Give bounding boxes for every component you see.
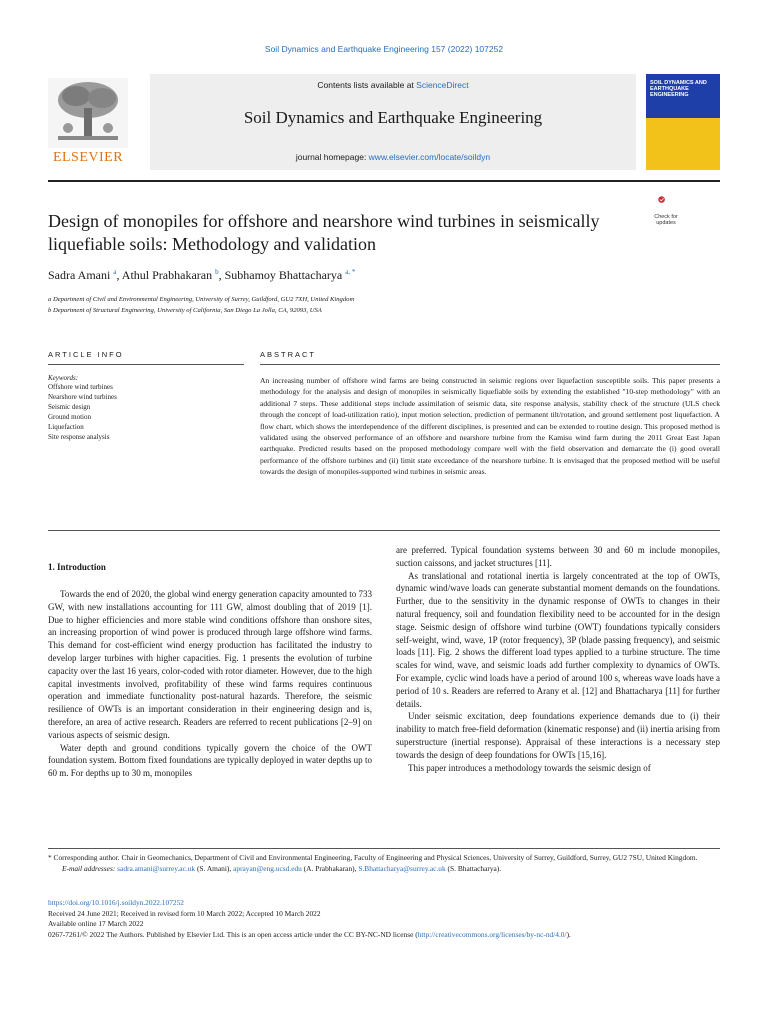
- email-line: [48, 864, 720, 875]
- email-link[interactable]: sadra.amani@surrey.ac.uk: [117, 863, 196, 873]
- abstract-heading: ABSTRACT: [260, 350, 317, 359]
- affiliation-a: a Department of Civil and Environmental Engineering, University of Surrey, Guildford, GU2 7XH, United Kingdom: [48, 296, 355, 303]
- abstract-text: An increasing number of offshore wind farms are being constructed in seismic regions over liquefaction susceptible soils. This paper presents a methodology for the analysis and design of monopiles in seismically liquefiable soils by extending the established "10-step methodology" with an additional 7 steps. These additional steps include assimilation of seismic data, site response analysis, stability check of the structure (ULS check through the concept of load-utilization ratio), input motion selection, prediction of permanent tilt/rotation, and ground settlement post liquefaction. A flow chart, which shows the interdependence of the different disciplines, is presented and can be extended to routine design. This proposed method is validated using the observed performance of an offshore and nearshore turbine from the Kamisu wind farm during the 2011 Great East Japan earthquake. Predicted results based on the proposed methodology compare well with the field observation and demarcate the (i) good overall performance of the offshore turbines and (ii) limit state exceedance of the nearshore turbine. It is envisaged that the proposed method will be useful towards the design of monopiles-supported wind turbines in seismic areas.: [260, 376, 720, 477]
- email-link[interactable]: S.Bhattacharya@surrey.ac.uk: [358, 863, 446, 873]
- affiliation-b: b Department of Structural Engineering, University of California, San Diego La Jolla, CA, 92093, USA: [48, 307, 322, 314]
- author-name[interactable]: Subhamoy Bhattacharya: [224, 268, 343, 282]
- cover-title: SOIL DYNAMICS AND EARTHQUAKE ENGINEERING: [650, 80, 707, 98]
- keyword: Seismic design: [48, 403, 91, 411]
- body-paragraph: Under seismic excitation, deep foundations experience demands due to (i) their inability to match free-field deformation (kinematic response) and (ii) inertia arising from superstructure (inertial response). Appraisal of these interactions is a necessary step towards the design of deep foundations for OWTs [15,16].: [396, 711, 720, 760]
- license-link[interactable]: http://creativecommons.org/licenses/by-nc-nd/4.0/: [417, 929, 567, 939]
- author-affiliation-mark[interactable]: a, *: [345, 268, 356, 276]
- corresponding-author-note: * Corresponding author. Chair in Geomechanics, Department of Civil and Environmental Engineering, Faculty of Engineering and Physical Sciences, University of Surrey, Guildford, Surrey, GU2 7SU, United Kingdom.: [48, 853, 698, 862]
- keyword: Offshore wind turbines: [48, 383, 113, 391]
- email-label: E-mail addresses:: [62, 863, 118, 873]
- homepage-prefix: journal homepage:: [295, 152, 369, 162]
- introduction-heading: 1. Introduction: [48, 562, 106, 572]
- body-paragraph: are preferred. Typical foundation systems between 30 and 60 m include monopiles, suction caissons, and jacket structures [11].: [396, 545, 720, 568]
- available-online: Available online 17 March 2022: [48, 919, 144, 928]
- elsevier-tree-logo: [48, 78, 128, 148]
- license-suffix: ).: [566, 929, 571, 939]
- body-paragraph: As translational and rotational inertia is largely concentrated at the top of OWTs, dynamic wind/wave loads can generate substantial moment demands on the foundations. Further, due to the sensitivity in the dynamic response of OWTs to changes in their natural frequency, soil and foundation flexibility need to be accounted for in the design stage. Seismic design of offshore wind turbine (OWT) foundations typically considers self-weight, wind, wave, 1P (rotor frequency), 3P (blade passing frequency), and seismic loads [11]. Fig. 2 shows the different load types applied to a turbine structure. The time scales for wind, wave, and seismic loads add further complexity to dynamics of OWTs. For example, cyclic wind loads have a period of around 100 s, whereas wave loads have a period of 10 s. Readers are referred to Arany et al. [12] and Bhattacharya [11] for further details.: [396, 570, 720, 709]
- body-paragraph: This paper introduces a methodology towards the seismic design of: [408, 762, 651, 773]
- keyword: Liquefaction: [48, 423, 84, 431]
- journal-cover-image[interactable]: [646, 74, 720, 170]
- body-paragraph: Towards the end of 2020, the global wind energy generation capacity amounted to 733 GW, with new installations accounting for 111 GW, almost doubling that of 2019 [1]. Due to higher efficiencies and more stable wind conditions offshore than onshore sites, an increasing proportion of wind power is produced through large offshore wind farms. This demand for cost-efficient wind energy production has facilitated the industry to develop larger turbines with higher capacities. Fig. 1 presents the evolution of turbine capacity over the last 16 years, color-coded with rotor diameter. However, due to the high capital investments involved, profitability of these wind farms requires continuous operation and immediate functionality post-natural hazards. Therefore, the seismic resilience of OWTs is an important consideration in their engineering design and is, therefore, an area of active research. Readers are referred to recent publications [2–9] on various aspects of seismic design.: [48, 589, 372, 740]
- publisher-logo-text: ELSEVIER: [52, 150, 124, 165]
- contents-prefix: Contents lists available at: [317, 80, 417, 90]
- body-right-column: [396, 544, 720, 774]
- keyword: Nearshore wind turbines: [48, 393, 117, 401]
- email-link[interactable]: aprayan@eng.ucsd.edu: [233, 863, 302, 873]
- body-left-column: [48, 588, 372, 780]
- publication-info: [48, 898, 720, 940]
- license-prefix: 0267-7261/© 2022 The Authors. Published by Elsevier Ltd. This is an open access article under the CC BY-NC-ND license (: [48, 929, 418, 939]
- article-info-rule: [48, 364, 244, 365]
- check-for-updates-icon[interactable]: [656, 196, 676, 212]
- footnote-rule: [48, 848, 720, 849]
- contents-line: [150, 80, 636, 90]
- keyword: Site response analysis: [48, 433, 110, 441]
- article-info-heading: ARTICLE INFO: [48, 350, 124, 359]
- license-line: [48, 930, 720, 941]
- keyword: Ground motion: [48, 413, 91, 421]
- author-affiliation-mark[interactable]: a: [113, 268, 117, 276]
- email-owner: (S. Amani),: [195, 863, 234, 873]
- header-rule: [48, 180, 720, 182]
- body-paragraph: Water depth and ground conditions typically govern the choice of the OWT foundation system. Bottom fixed foundations are typically deployed in water depths up to 60 m. For depths up to 30 m, monopiles: [48, 742, 372, 779]
- abstract-bottom-rule: [48, 530, 720, 531]
- journal-reference[interactable]: Soil Dynamics and Earthquake Engineering 157 (2022) 107252: [264, 44, 504, 54]
- footnotes: [48, 853, 720, 874]
- doi-link[interactable]: https://doi.org/10.1016/j.soildyn.2022.107252: [48, 898, 184, 907]
- author-affiliation-mark[interactable]: b: [215, 268, 219, 276]
- received-dates: Received 24 June 2021; Received in revised form 10 March 2022; Accepted 10 March 2022: [48, 908, 321, 918]
- journal-title: Soil Dynamics and Earthquake Engineering: [243, 108, 543, 127]
- author-name[interactable]: Sadra Amani: [48, 268, 111, 282]
- cover-band: [646, 118, 720, 170]
- journal-homepage: [150, 152, 636, 162]
- homepage-link[interactable]: www.elsevier.com/locate/soildyn: [368, 152, 491, 162]
- abstract-rule: [260, 364, 720, 365]
- email-owner: (S. Bhattacharya).: [445, 863, 502, 873]
- email-owner: (A. Prabhakaran),: [301, 863, 359, 873]
- author-list: Sadra Amani $^a$, Athul Prabhakaran $^b$, Subhamoy Bhattacharya $^{a, *}$: [48, 268, 356, 282]
- check-for-updates-label[interactable]: Check for updates: [654, 214, 678, 226]
- title-line-2: liquefiable soils: Methodology and validation: [48, 234, 376, 254]
- sciencedirect-link[interactable]: ScienceDirect: [416, 80, 469, 90]
- title-line-1: Design of monopiles for offshore and nearshore wind turbines in seismically: [48, 211, 600, 231]
- article-title: [48, 210, 628, 256]
- author-name[interactable]: Athul Prabhakaran: [121, 268, 213, 282]
- keywords-label: Keywords:: [48, 374, 79, 382]
